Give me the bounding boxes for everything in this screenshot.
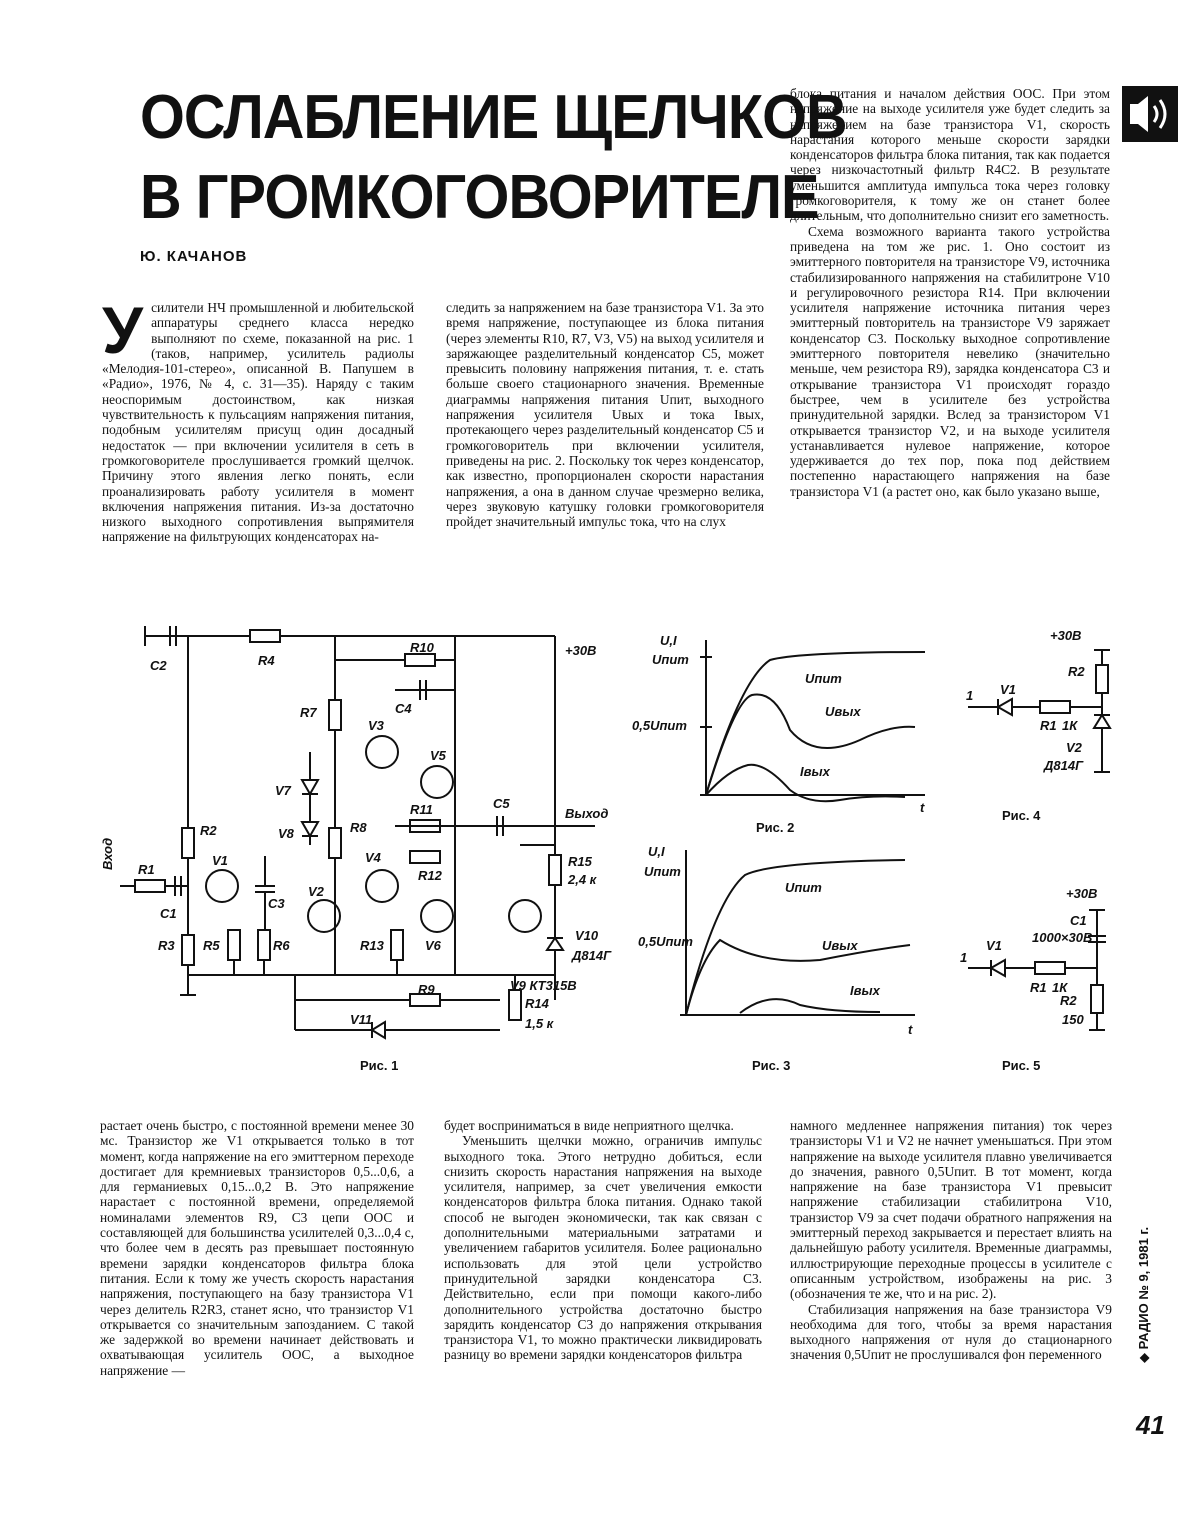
label-r9: R9 — [418, 982, 435, 997]
label-v7: V7 — [275, 783, 291, 798]
paragraph: следить за напряжением на базе транзистора V1. За это время напряжение, поступающее из блока питания (через элементы R10, R7, V3, V5) на выход усилителя и заряжающее разделительный конденсатор C5, может превысить половину напряжения питания, т. е. стать больше своего стационарного значения. Временные диаграммы напряжения питания Uпит, выходного напряжения усилителя Uвых и тока Iвых, протекающего через разделительный конденсатор C5 и громкоговоритель при включении усилителя, приведены на рис. 2. Поскольку ток через конденсатор, как известно, пропорционален скорости нарастания напряжения, а она в данном случае чрезмерно велика, через звуковую катушку головки громкоговорителя пройдет значительный импульс тока, что на слух — [446, 300, 764, 530]
title-line-1: ОСЛАБЛЕНИЕ ЩЕЛЧКОВ — [140, 83, 847, 152]
fig5-v1: V1 — [986, 938, 1002, 953]
fig5-c1: C1 — [1070, 913, 1087, 928]
fig4-v2-value: Д814Г — [1044, 758, 1084, 773]
fig3-x-label: t — [908, 1022, 913, 1037]
fig5-r1-value: 1К — [1052, 980, 1068, 995]
label-v10: V10 — [575, 928, 599, 943]
paragraph: будет восприниматься в виде неприятного щелчка. — [444, 1118, 734, 1133]
label-r7: R7 — [300, 705, 317, 720]
label-input: Вход — [100, 837, 115, 870]
column-3-bottom — [790, 1118, 1112, 1440]
fig2-upit-tick: Uпит — [652, 652, 689, 667]
label-r11: R11 — [410, 802, 433, 817]
title-line-2: В ГРОМКОГОВОРИТЕЛЕ — [140, 163, 819, 232]
figure-2-labels — [632, 633, 925, 835]
label-r15-value: 2,4 к — [568, 872, 597, 887]
paragraph: блока питания и началом действия ООС. При этом напряжение на выходе усилителя уже будет следить за напряжением на базе транзистора V1, скорость нарастания которого меньше скорости зарядки конденсаторов фильтра блока питания, так как подается через низкочастотный фильтр R4C2. В результате уменьшится амплитуда импульса тока через головку громкоговорителя, к тому же он станет более длительным, что дополнительно снизит его заметность. — [790, 86, 1110, 224]
label-v6: V6 — [425, 938, 441, 953]
journal-issue: ◆ РАДИО № 9, 1981 г. — [1136, 1226, 1151, 1363]
fig3-upit-tick: Uпит — [644, 864, 681, 879]
fig4-node1: 1 — [966, 688, 974, 703]
article-title — [140, 78, 847, 238]
fig3-curve-uvyx: Uвых — [822, 938, 858, 953]
paragraph: намного медленнее напряжения питания) ток через транзисторы V1 и V2 не начнет уменьшаться. При этом напряжение на выходе усилителя плавно увеличивается до значения, равного 0,5Uпит. В тот момент, когда напряжение на базе транзистора V1 превысит напряжение стабилизации стабилитрона V10, транзистор V9 за счет подачи обратного напряжения на эмиттерный переход закрывается и перестает влиять на дальнейшую работу усилителя. Временные диаграммы, иллюстрирующие переходные процессы в усилителе с описанным устройством, изображены на рис. 3 (обозначения те же, что и на рис. 2). — [790, 1118, 1112, 1302]
label-r14: R14 — [525, 996, 549, 1011]
drop-cap: У — [102, 300, 144, 367]
author-name: Ю. КАЧАНОВ — [140, 248, 248, 265]
label-r6: R6 — [273, 938, 290, 953]
label-c3: C3 — [268, 896, 285, 911]
label-v3: V3 — [368, 718, 384, 733]
label-r2: R2 — [200, 823, 217, 838]
fig3-curve-ivyx: Iвых — [850, 983, 880, 998]
label-plus30: +30В — [565, 643, 597, 658]
label-r10: R10 — [410, 640, 434, 655]
caption-fig1: Рис. 1 — [360, 1058, 399, 1073]
fig5-r2: R2 — [1060, 993, 1077, 1008]
speaker-icon — [1120, 84, 1180, 144]
fig3-half-tick: 0,5Uпит — [638, 934, 693, 949]
fig2-half-tick: 0,5Uпит — [632, 718, 687, 733]
fig4-r1-value: 1К — [1062, 718, 1078, 733]
figure-5-labels — [960, 886, 1097, 1073]
page-number: 41 — [1136, 1410, 1165, 1440]
fig4-v1: V1 — [1000, 682, 1016, 697]
label-v2: V2 — [308, 884, 324, 899]
fig2-curve-uvyx: Uвых — [825, 704, 861, 719]
paragraph: Стабилизация напряжения на базе транзистора V9 необходима для того, чтобы за время нарастания выходного напряжения от нуля до стационарного значения 0,5Uпит не прослушивался фон переменного — [790, 1301, 1112, 1363]
journal-sidebar — [1124, 1205, 1164, 1365]
label-v1: V1 — [212, 853, 228, 868]
label-v9: V9 КТ315В — [510, 978, 577, 993]
caption-fig3: Рис. 3 — [752, 1058, 791, 1073]
fig5-r2-value: 150 — [1062, 1012, 1084, 1027]
label-r8: R8 — [350, 820, 367, 835]
label-c4: C4 — [395, 701, 412, 716]
label-r15: R15 — [568, 854, 592, 869]
caption-fig5: Рис. 5 — [1002, 1058, 1041, 1073]
label-output: Выход — [565, 806, 609, 821]
paragraph: Схема возможного варианта такого устройства приведена на том же рис. 1. Оно состоит из эмиттерного повторителя на транзисторе V9, источника стабилизированного напряжения на стабилитроне V10 и регулировочного резистора R14. При включении усилителя напряжение источника питания через эмиттерный повторитель на транзисторе V9 заряжает конденсатор C3. Поскольку выходное сопротивление эмиттерного повторителя невелико (значительно меньше, чем резистора R9), зарядка конденсатора C3 и открывание транзистора V1 происходят гораздо быстрее, чем в усилителе без устройства принудительной зарядки. Вслед за транзистором V1 открывается транзистор V2, и на выходе усилителя устанавливается нулевое напряжение, которое удерживается до тех пор, пока под действием постепенно нарастающего напряжения на базе транзистора V1 (а растет оно, как было указано выше, — [790, 223, 1110, 499]
figures-area — [0, 612, 1200, 1082]
fig5-c1-value: 1000×30В — [1032, 930, 1093, 945]
fig4-r2: R2 — [1068, 664, 1085, 679]
label-c2: C2 — [150, 658, 167, 673]
label-c5: C5 — [493, 796, 510, 811]
label-v4: V4 — [365, 850, 381, 865]
label-r4: R4 — [258, 653, 275, 668]
fig5-r1: R1 — [1030, 980, 1047, 995]
column-3-top — [790, 86, 1110, 602]
label-c1: C1 — [160, 906, 177, 921]
fig2-curve-upit: Uпит — [805, 671, 842, 686]
fig4-r1: R1 — [1040, 718, 1057, 733]
label-r3: R3 — [158, 938, 175, 953]
label-v11: V11 — [350, 1012, 373, 1027]
fig2-curve-ivyx: Iвых — [800, 764, 830, 779]
column-2-bottom — [444, 1118, 762, 1440]
column-1-top — [102, 300, 414, 600]
label-r14-value: 1,5 к — [525, 1016, 554, 1031]
figure-5-schematic — [968, 910, 1106, 1030]
column-2-top — [446, 300, 764, 600]
fig5-node1: 1 — [960, 950, 968, 965]
label-v5: V5 — [430, 748, 446, 763]
figure-4-labels — [966, 628, 1085, 823]
column-1-bottom — [100, 1118, 414, 1440]
label-r13: R13 — [360, 938, 384, 953]
fig3-curve-upit: Uпит — [785, 880, 822, 895]
paragraph: Уменьшить щелчки можно, ограничив импульс выходного тока. Этого нетрудно добиться, если снизить скорость нарастания напряжения на выходе усилителя, например, за счет увеличения емкости конденсаторов фильтра блока питания. Однако такой способ не выгоден экономически, так как связан с дополнительными материальными затратами и увеличением габаритов усилителя. Более рационально использовать для этой цели устройство принудительной зарядки конденсатора C3. Действительно, если при помощи какого-либо дополнительного устройства достаточно быстро зарядить конденсатор C3 до напряжения открывания транзистора V1, то можно практически ликвидировать разницу во времени зарядки конденсаторов фильтра — [444, 1133, 762, 1363]
fig4-plus30: +30В — [1050, 628, 1082, 643]
label-v10-value: Д814Г — [572, 948, 612, 963]
label-v8: V8 — [278, 826, 294, 841]
figure-1-labels — [100, 640, 612, 1073]
paragraph: растает очень быстро, с постоянной времени менее 30 мс. Транзистор же V1 открывается только в тот момент, когда напряжение на его эмиттерном переходе достигает для кремниевых транзисторов 0,5...0,6, а для германиевых 0,15...0,2 В. Это напряжение нарастает с постоянной времени, определяемой номиналами элементов R9, C3 цепи ООС и составляющей для большинства усилителей 0,3...0,4 с, что более чем в десять раз превышает постоянную времени зарядки конденсаторов фильтра блока питания. Если к тому же учесть скорость нарастания напряжения, поступающего на базу транзистора V1 через делитель R2R3, станет ясно, что транзистор V1 открывается со значительным запозданием. С такой же задержкой во времени начинает действовать и охватывающая усилитель ООС, а выходное напряжение — — [100, 1118, 414, 1378]
fig3-y-label: U,I — [648, 844, 665, 859]
caption-fig2: Рис. 2 — [756, 820, 795, 835]
label-r1: R1 — [138, 862, 155, 877]
figure-4-schematic — [968, 650, 1110, 772]
fig4-v2: V2 — [1066, 740, 1082, 755]
fig2-x-label: t — [920, 800, 925, 815]
fig5-plus30: +30В — [1066, 886, 1098, 901]
caption-fig4: Рис. 4 — [1002, 808, 1041, 823]
fig2-y-label: U,I — [660, 633, 677, 648]
label-r5: R5 — [203, 938, 220, 953]
paragraph: силители НЧ промышленной и любительской аппаратуры среднего класса нередко выполняют по схеме, показанной на рис. 1 (таков, например, усилитель радиолы «Мелодия-101-стерео», описанной В. Папушем в «Радио», 1976, № 4, с. 31—35). Наряду с таким неоспоримым достоинством, как низкая чувствительность к пульсациям напряжения питания, подобным усилителям присущ один досадный недостаток — при включении усилителя в сеть в громкоговорителе прослушивается громкий щелчок. Причину этого явления легко понять, если проанализировать работу усилителя в момент включения напряжения питания. Из-за достаточно низкого выходного сопротивления выпрямителя напряжение на фильтрующих конденсаторах на- — [102, 300, 414, 545]
label-r12: R12 — [418, 868, 442, 883]
